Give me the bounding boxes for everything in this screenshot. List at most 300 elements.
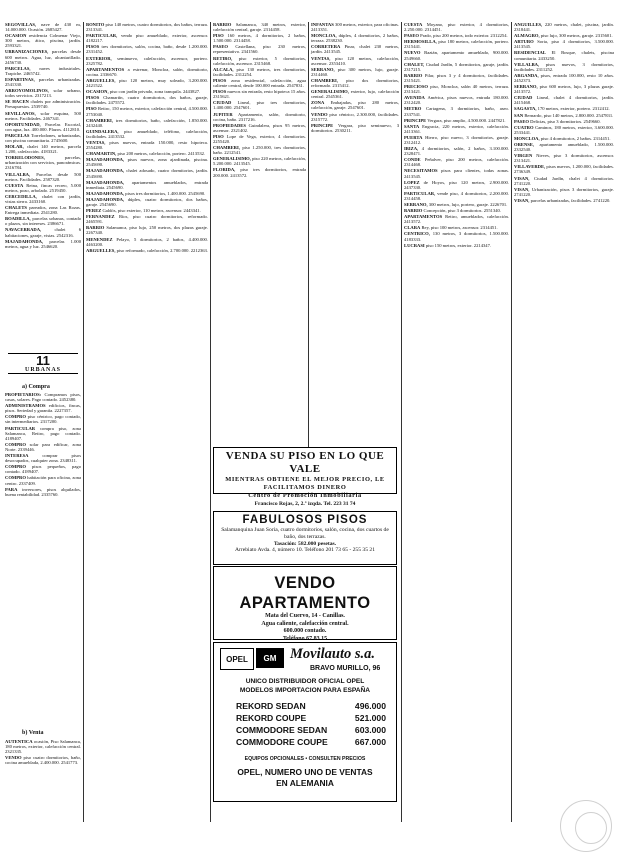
ad-text: Salamanca, piso lujo, 250 metros, dos plazas garaje. 2267340. xyxy=(86,225,208,236)
ad-text: Delicias, piso 3 dormitorios. 2549660. xyxy=(528,118,601,124)
classified-ad xyxy=(5,239,81,249)
column-5 xyxy=(404,22,509,827)
ad-text: 4 dormitorios, salón, 2 baños, 3.100.000. 2328471. xyxy=(404,146,509,157)
ad-keyword: NAVACERRADA, xyxy=(5,227,42,233)
ad-text: piso 600 metros, lujo, 3 plazas garaje. 2413572. xyxy=(514,84,614,95)
classified-ad xyxy=(514,106,614,111)
ad-keyword: VIRGEN xyxy=(514,153,533,159)
classified-ad xyxy=(213,123,306,133)
ad-text: vende piso, 4 dormitorios, 2.200.000. 2314458. xyxy=(404,190,509,201)
ad-text: chalet adosado, cuatro dormitorios, jardín. 2545690. xyxy=(86,168,208,179)
ad-line: EQUIPOS OPCIONALES • CONSULTEN PRECIOS xyxy=(244,756,366,762)
classified-ad xyxy=(5,155,81,170)
ad-keyword: BARRIO xyxy=(86,225,105,231)
model-name: REKORD SEDAN xyxy=(236,701,306,711)
classified-ad xyxy=(213,167,306,177)
ad-keyword: ANGUILLES, xyxy=(514,22,543,27)
ad-text: Torrelodones, urbanizadas, con piscina comunitaria. 2745600. xyxy=(5,132,81,143)
classified-ad xyxy=(5,194,81,204)
classified-ad xyxy=(404,157,509,167)
ad-text: Ciudad Jardín, chalet 4 dormitorios. 2741220. xyxy=(514,175,614,186)
ad-keyword: AUTENTICA xyxy=(5,739,33,744)
ad-text: piso 180 metros, calefacción, portero. 2315441. xyxy=(404,39,509,50)
ad-text: pareados, zona Las Rozas. Entrega inmediata. 2541280. xyxy=(5,205,81,216)
ad-text: 160 metros, 4 dormitorios, 2 baños, 1.500.000. 2314458. xyxy=(213,33,306,44)
classified-ad xyxy=(213,67,306,77)
classified-ad xyxy=(311,100,399,110)
ad-keyword: CERCEDILLA, xyxy=(5,193,37,199)
ad-text: Pilar, pisos 3 y 4 dormitorios, facilidades. 2315421. xyxy=(404,72,509,83)
ad-keyword: COMPRO xyxy=(5,441,26,447)
ad-keyword: RETIRO, xyxy=(213,55,233,61)
classified-ad xyxy=(5,216,81,226)
ad-keyword: VISAN, xyxy=(514,197,530,203)
ad-venda-su-piso xyxy=(213,447,397,507)
classified-ad xyxy=(213,145,306,155)
ad-text: piso 4 dormitorios, 2 baños. 2314451. xyxy=(539,135,611,141)
classified-ad xyxy=(5,426,81,441)
ad-text: parcelas 1.000 metros, agua y luz. 2546620. xyxy=(5,238,81,249)
ad-text: pisos nuevos, zona ajardinada, piscina. 2545690. xyxy=(86,157,208,168)
ad-text: Prado, piso 200 metros, todo exterior. 2312254. xyxy=(418,33,508,39)
ad-text: Parcelas Escorial, con agua, luz. 400.000. Plazos. 4112810. xyxy=(5,121,81,132)
classified-ad xyxy=(404,62,509,72)
ad-text: ocasión, Piso Salamanca, 180 metros, exterior, calefacción central. 2321335. xyxy=(5,739,81,755)
classified-ad xyxy=(213,56,306,66)
classified-ad xyxy=(86,106,208,116)
ad-keyword: SANTA xyxy=(404,123,420,129)
ad-text: Moyano, piso exterior, 4 dormitorios, 2.250.000. 2314451. xyxy=(404,22,509,33)
classified-ad xyxy=(86,118,208,128)
ad-keyword: FLORIDA, xyxy=(213,167,236,173)
ad-text: Galdós, piso exterior, 110 metros, ascensor. 2443341. xyxy=(101,208,201,214)
ad-keyword: GENERALISIMO, xyxy=(311,89,349,95)
classified-ad xyxy=(213,112,306,122)
ad-text: piso con jardín privado, zona tranquila. 2443827. xyxy=(108,89,201,95)
ad-keyword: MAJADAHONDA, xyxy=(86,157,125,163)
classified-ad xyxy=(404,231,509,241)
classified-ad xyxy=(5,205,81,215)
ad-text: piso 220 metros, calefacción, 5.200.000. 2413545. xyxy=(213,156,306,167)
classified-ad xyxy=(404,180,509,190)
ad-text: piso céntrico, 2.300.000, facilidades. 2315772. xyxy=(311,111,399,122)
ad-movilauto xyxy=(213,642,397,802)
ad-keyword: BARRIO xyxy=(404,72,423,78)
ad-text: Caminos, 180 metros, exterior, 3.600.000. 2533441. xyxy=(514,124,614,135)
ad-keyword: ADMINISTRAMOS xyxy=(5,403,46,409)
ad-text: a estrenar, Moncloa, salón, dormitorio, cocina. 2336670. xyxy=(86,66,208,77)
ad-keyword: ESPARTINAS, xyxy=(5,76,35,82)
ad-keyword: VILLALBA, xyxy=(514,61,540,67)
classified-ad xyxy=(86,33,208,43)
ad-keyword: CHAMBERI, xyxy=(311,77,338,83)
ad-keyword: BARRIO xyxy=(404,208,423,214)
ad-keyword: FERNANDEZ xyxy=(86,214,115,220)
ad-line: MODELOS IMPORTACION PARA ESPAÑA xyxy=(239,687,371,694)
ad-text: de Hoyos, piso 120 metros, 2.900.000. 2437330. xyxy=(404,179,509,190)
ad-keyword: PEREZ xyxy=(86,208,102,214)
ad-keyword: NECESITAMOS xyxy=(404,168,438,174)
ad-keyword: PARTICULAR, xyxy=(86,33,118,39)
classified-ad xyxy=(86,248,208,253)
ad-keyword: ARROYOMOLINOS, xyxy=(5,88,49,94)
gm-logo-icon: GM xyxy=(256,648,284,668)
ad-text: Guindalera, pisos 95 metros, ascensor. 2321402. xyxy=(213,122,306,133)
classified-ad xyxy=(86,67,208,77)
classified-ad xyxy=(86,197,208,207)
ad-text: piso 200 metros, calefacción, portero. 2413532. xyxy=(116,151,206,157)
classified-ad xyxy=(514,22,614,32)
classified-ad xyxy=(5,22,81,32)
ad-text: pisos nuevos, entrada 150.000, resto hipoteca. 2554280. xyxy=(86,139,208,151)
classified-ad xyxy=(86,151,208,156)
classified-ad xyxy=(404,73,509,83)
ad-keyword: CLARA xyxy=(404,225,421,231)
ad-text: dúplex, 4 dormitorios, 2 baños, terraza. 2538230. xyxy=(311,33,399,44)
classified-ad xyxy=(213,22,306,32)
ad-text: Concepción, piso 3 dormitorios. 2551340. xyxy=(422,208,501,214)
section-number: 11 xyxy=(36,353,50,368)
model-price: 521.000 xyxy=(354,713,386,723)
classified-ad xyxy=(311,112,399,122)
ad-keyword: OPORTUNIDAD, xyxy=(5,121,41,127)
ad-keyword: TORRELODONES, xyxy=(5,155,45,161)
ad-keyword: INFANTAS xyxy=(311,22,334,27)
ad-keyword: PRECIOSO xyxy=(404,84,428,90)
ad-vendo-apartamento xyxy=(213,566,397,640)
model-row xyxy=(236,713,386,724)
classified-ad xyxy=(404,33,509,38)
ad-text: chalet 140 metros, parcela 1.200, calefacción. 4183321. xyxy=(5,144,81,155)
ad-text: Reina, fincas recreo, 5.000 metros, pozo, arbolado. 2519450. xyxy=(5,182,81,193)
classified-ad xyxy=(5,144,81,154)
ad-text: piso céntrico, pago contado, sin intermediarios. 2317200. xyxy=(5,414,81,425)
column-4 xyxy=(311,22,399,442)
column-rule xyxy=(401,22,402,822)
model-price: 496.000 xyxy=(354,701,386,711)
ad-text: Castellana, piso 230 metros, representativo. 2341560. xyxy=(213,44,306,55)
classified-ad xyxy=(213,134,306,144)
ad-text: Lineal, chalet 4 dormitorios, jardín. 2415468. xyxy=(514,95,614,106)
ad-keyword: JUPITER xyxy=(213,111,233,117)
ad-text: Retiro, 150 metros, exterior, calefacción central, 4.500.000. 2753040. xyxy=(86,106,208,117)
ad-keyword: PARTICULAR xyxy=(5,425,36,431)
ad-keyword: CUESTA xyxy=(5,182,24,188)
ad-text: El Bosque, chalets, piscina comunitaria. 2433250. xyxy=(514,50,614,61)
ad-line: OPEL, NUMERO UNO DE VENTAS xyxy=(237,767,373,777)
ad-text: chalet 6 habitaciones, garaje, vistas. 2542316. xyxy=(5,227,81,238)
ad-keyword: VILLAVERDE, xyxy=(514,164,546,170)
ad-keyword: CUESTA xyxy=(404,22,423,27)
ad-keyword: MONCLOA, xyxy=(514,135,540,141)
ad-keyword: VISAN, xyxy=(514,175,530,181)
ad-text: pisos pequeños, pago contado. 4189407. xyxy=(5,464,81,475)
ad-keyword: OCASION xyxy=(5,33,27,39)
classified-ad xyxy=(213,78,306,88)
classified-ad xyxy=(514,136,614,141)
ad-keyword: CORRETERA xyxy=(311,44,341,50)
classified-ad xyxy=(514,113,614,118)
classified-ad xyxy=(514,153,614,163)
ad-text: Parcelas desde 500 metros. Facilidades. 2587320. xyxy=(5,171,81,182)
ad-line: Salamanquina Juan Soria, cuatro dormitorios, salón, cocina, dos cuartos de baño, dos terrazas. xyxy=(221,527,389,540)
ad-text: edificios, fincas, pisos. Seriedad y garantía. 2227357. xyxy=(5,403,81,414)
classified-ad xyxy=(213,89,306,99)
ad-keyword: URBANIZACIONES, xyxy=(5,49,49,55)
model-price: 603.000 xyxy=(354,725,386,735)
ad-text: parcelas, urbanización con servicios, panorámicas. 2316784. xyxy=(5,155,81,171)
ad-text: nuevos sin entrada, resto hipoteca 15 años. 2315621. xyxy=(213,89,307,100)
ad-text: dúplex, cuatro dormitorios, dos baños, garaje. 2545690. xyxy=(86,196,208,207)
ad-text: pisos nuevos, 3 dormitorios, facilidades. 2311252. xyxy=(514,61,614,72)
ad-keyword: PISOS xyxy=(213,77,227,83)
ad-keyword: ARGUELLES, xyxy=(86,77,116,83)
ad-text: piso 120 metros, calefacción, ascensor. 2353410. xyxy=(311,55,399,66)
classified-ad xyxy=(86,22,208,32)
classified-ad xyxy=(86,95,208,105)
classified-ad xyxy=(86,44,208,54)
classified-ad xyxy=(311,22,399,32)
classified-ad xyxy=(514,198,614,203)
column-rule xyxy=(83,22,84,822)
classified-ad xyxy=(404,84,509,94)
ad-keyword: EXTERIOR, xyxy=(86,55,112,61)
classified-ad xyxy=(86,180,208,190)
ad-keyword: APARTAMENTOS xyxy=(86,66,125,72)
ad-keyword: CIUDAD xyxy=(213,100,232,106)
ad-keyword: PARTICULAR, xyxy=(404,190,436,196)
classified-ad xyxy=(514,187,614,197)
ad-text: apartamentos amueblados, entrada inmediata. 2545690. xyxy=(86,179,208,190)
model-row xyxy=(236,737,386,748)
ad-keyword: SAN xyxy=(514,112,524,118)
ad-keyword: PARCELAS xyxy=(5,132,30,138)
ad-keyword: MONCLOA, xyxy=(311,33,337,39)
column-6 xyxy=(514,22,614,827)
ad-text: piso lujo, 300 metros, garaje. 2315601. xyxy=(539,33,613,39)
classified-ad xyxy=(86,78,208,88)
ad-line: Tasación: 582.000 pesetas. xyxy=(273,540,337,547)
classified-ad xyxy=(5,66,81,76)
ad-keyword: GENERALISIMO, xyxy=(213,156,251,162)
column-3 xyxy=(213,22,306,442)
ad-text: Hierro, piso nuevo, 3 dormitorios, garaje. 2312412. xyxy=(404,134,509,145)
ad-text: Ríos, piso cuatro dormitorios, reformado. 2465591. xyxy=(86,214,208,225)
ad-keyword: SERRANO, xyxy=(514,84,538,90)
ad-keyword: GUINDALERA, xyxy=(86,128,119,134)
classified-ad xyxy=(5,183,81,193)
ad-keyword: MAJADAHONDA, xyxy=(5,238,44,244)
column-1 xyxy=(5,22,81,352)
subsection-compra: a) Compra xyxy=(22,384,50,390)
ad-text: Rey, piso 100 metros, ascensor. 2314451. xyxy=(420,225,498,231)
ad-text: piso amueblado, teléfono, calefacción, facilidades. 2413532. xyxy=(86,128,208,139)
ad-keyword: SEGOVILLAS, xyxy=(5,22,37,27)
ad-keyword: VENTAS, xyxy=(311,55,331,61)
ad-keyword: PUERTA xyxy=(404,134,423,140)
classified-ad xyxy=(5,475,81,485)
ad-text: chalets por administración. Presupuestos. 2539740. xyxy=(5,99,81,110)
ad-text: piso cuatro dormitorios, baño, cocina amueblada, 2.400.000. 2541773. xyxy=(5,755,81,766)
ad-keyword: MAJADAHONDA, xyxy=(86,179,125,185)
ad-keyword: METRO xyxy=(404,106,422,112)
ad-text: piso exterior, 5 dormitorios, calefacción, ascensor. 2315468. xyxy=(213,55,306,66)
classified-ad xyxy=(86,168,208,178)
model-name: REKORD COUPE xyxy=(236,713,307,723)
classified-ad xyxy=(5,133,81,143)
ad-text: Pelayo, 5 dormitorios, 2 baños, 4.400.000. 4463200. xyxy=(86,236,208,247)
ad-keyword: INTERESA xyxy=(5,453,29,459)
ad-keyword: CIUDAD xyxy=(514,95,533,101)
ad-text: parcelas urbanizadas. 2541330. xyxy=(5,76,81,88)
ad-text: 300 metros, lujo, portero, garaje. 2226701. xyxy=(427,202,508,207)
ad-text: habitación para oficina, zona centro. 2337409. xyxy=(5,475,81,486)
ad-text: tres dormitorios, baño, calefacción, 1.850.000. 2432440. xyxy=(86,117,208,128)
column-rule xyxy=(210,22,211,822)
ad-keyword: RESIDENCIAL xyxy=(514,50,546,56)
ad-text: 130 metros, 3 dormitorios, 1.500.000. 4183333. xyxy=(404,231,509,242)
ad-keyword: VENTAS, xyxy=(86,139,106,145)
ad-keyword: PISO xyxy=(86,106,97,112)
ad-text: Soria, piso 4 dormitorios, 3.500.000. 2413545. xyxy=(514,39,614,50)
ad-text: pisos tres dormitorios, 1.400.000. 2545690. xyxy=(124,190,206,196)
ad-keyword: SEVILLANOS, xyxy=(5,110,36,116)
ad-keyword: CENTRICO, xyxy=(404,231,430,237)
ad-keyword: BOADILLA, xyxy=(5,216,31,222)
classified-ad xyxy=(404,50,509,60)
ad-keyword: CONDE xyxy=(404,157,421,163)
classified-ad xyxy=(86,56,208,66)
ad-text: piso 300 metros, lujo, garaje. 2314460. xyxy=(311,66,399,77)
ad-keyword: MAJADAHONDA, xyxy=(86,190,125,196)
classified-ad xyxy=(514,142,614,152)
ad-text: solar para edificar, zona Norte. 2339446. xyxy=(5,441,81,452)
classified-ad xyxy=(311,89,399,99)
ad-keyword: LUCRASI xyxy=(404,242,425,248)
ad-keyword: VENDO xyxy=(5,755,22,761)
subsection-venta: b) Venta xyxy=(22,730,44,736)
ad-text: tres dormitorios, salón, cocina, baño, desde 1.200.000. 2331452. xyxy=(86,44,208,55)
ad-keyword: CHALETS xyxy=(5,205,27,211)
ad-text: Lope de Vega, exterior, 4 dormitorios. 2255420. xyxy=(213,133,306,144)
ad-keyword: PISOS xyxy=(86,95,100,101)
classified-ad xyxy=(86,129,208,139)
ad-keyword: COMPRO xyxy=(5,464,26,470)
ad-text: piso tres dormitorios, entrada 200.000. 2413572. xyxy=(213,167,306,178)
classified-ad xyxy=(404,191,509,201)
classified-ad xyxy=(5,111,81,121)
ad-keyword: PARA xyxy=(5,486,18,492)
ad-keyword: PASEO xyxy=(404,33,419,39)
ad-keyword: PROPIEDADES xyxy=(213,122,246,128)
classified-ad xyxy=(5,442,81,452)
classified-ad xyxy=(86,89,208,94)
ad-text: exterior, lujo, calefacción central. 2545361. xyxy=(311,89,399,100)
ad-line: UNICO DISTRIBUIDOR OFICIAL OPEL xyxy=(245,678,365,685)
ad-keyword: CHALET, xyxy=(404,61,425,67)
ad-keyword: MOLAR, xyxy=(5,144,24,150)
ad-line: Centro de Promoción Inmobiliaria xyxy=(248,492,362,499)
ad-text: solar esquina, 500 metros. Facilidades. 2467341. xyxy=(5,110,81,121)
ad-text: compra piso, zona Salamanca, Retiro, pago contado. 4189407. xyxy=(5,425,81,441)
ad-text: Cartagena, 3 dormitorios, baño, aseo. 2337541. xyxy=(404,106,509,117)
ad-text: pisos nuevos, 1.200.000, facilidades. 2736349. xyxy=(514,164,614,175)
ad-text: apartamento amueblado, 1.500.000. 2332540. xyxy=(514,141,614,153)
classified-ad xyxy=(311,67,399,77)
ad-keyword: PASEO xyxy=(213,44,228,50)
classified-ad xyxy=(404,135,509,145)
ad-headline: VENDA SU PISO EN LO QUE VALE xyxy=(225,450,385,475)
model-name: COMMODORE SEDAN xyxy=(236,725,328,735)
ad-text: 220 metros, chalet, piscina, jardín. 2318441. xyxy=(514,22,614,33)
ad-text: Pinar, chalet 230 metros, jardín. 2413545. xyxy=(311,44,399,55)
classified-ad xyxy=(404,225,509,230)
classified-ad xyxy=(5,88,81,98)
ad-text: Compramos pisos, casas, solares. Pago contado. 2452380. xyxy=(5,392,81,403)
classified-ad xyxy=(514,33,614,38)
ad-text: Vergara, piso seminuevo, 3 dormitorios. 2530211. xyxy=(311,122,399,133)
ad-text: parcelas urbanizadas, facilidades. 2741220. xyxy=(529,197,611,203)
ad-text: piso reformado, calefacción, 2.700.000. 2212363. xyxy=(115,247,208,253)
classified-ad xyxy=(5,392,81,402)
ad-text: piso, Moncloa, salón 40 metros, terraza. 2313421. xyxy=(404,84,509,95)
classified-ad xyxy=(311,33,399,43)
ad-text: residencia Colmenar Viejo, 300 metros, ático, piscina, jardín. 2593321. xyxy=(5,33,81,49)
ad-headline: VENDO APARTAMENTO xyxy=(239,574,371,612)
ad-text: Bernardo, piso 140 metros, 2.800.000. 2547831. xyxy=(523,112,614,118)
classified-ad xyxy=(213,44,306,54)
ad-keyword: APARTAMENTOS xyxy=(404,214,443,220)
classified-ad xyxy=(5,172,81,182)
ad-keyword: CHAMBERI, xyxy=(86,117,113,123)
ad-fabulosos-pisos xyxy=(213,511,397,565)
watermark-circle xyxy=(575,812,607,844)
classified-ad xyxy=(5,464,81,474)
ad-text: vendo piso amueblado, exterior, ascensor. 4182217. xyxy=(86,33,208,44)
column-2 xyxy=(86,22,208,827)
classified-ad xyxy=(404,22,509,32)
ad-keyword: HERMOSILLA, xyxy=(404,39,437,45)
ad-keyword: VISAN, xyxy=(514,186,530,192)
ad-keyword: ARGUELLES, xyxy=(86,247,116,253)
ad-text: pisos para clientes, todas zonas. 2413545. xyxy=(404,168,509,179)
classified-ad xyxy=(311,56,399,66)
classified-ad xyxy=(514,164,614,174)
model-row xyxy=(236,701,386,712)
classified-ad xyxy=(404,208,509,213)
ad-keyword: MAJADAHONDA, xyxy=(86,196,125,202)
ad-keyword: PRINCIPE xyxy=(311,122,334,128)
ad-keyword: MAJADAHONDA, xyxy=(86,168,125,174)
ad-text: 300 metros, exterior, para oficinas. 2413351. xyxy=(311,22,399,33)
ad-text: comprar pisos desocupados, cualquier zona. 2348311. xyxy=(5,453,81,464)
ad-keyword: PISOS xyxy=(86,44,100,50)
ad-keyword: NUEVO xyxy=(404,50,421,56)
model-price: 667.000 xyxy=(354,737,386,747)
ad-keyword: PISOS xyxy=(213,89,227,95)
classified-ad xyxy=(514,176,614,186)
classified-ad xyxy=(213,100,306,110)
classified-ad xyxy=(86,157,208,167)
ad-keyword: VILLALBA, xyxy=(5,171,31,177)
classified-ad xyxy=(404,243,509,248)
ad-keyword: ALMAGRO, xyxy=(514,33,540,39)
classified-ad xyxy=(404,118,509,123)
column-1-venta xyxy=(5,739,81,829)
classified-ad xyxy=(5,77,81,87)
ad-text: Nieves, piso 3 dormitorios, ascensor. 2313421. xyxy=(514,153,614,164)
ad-keyword: IBIZA, xyxy=(404,146,419,152)
